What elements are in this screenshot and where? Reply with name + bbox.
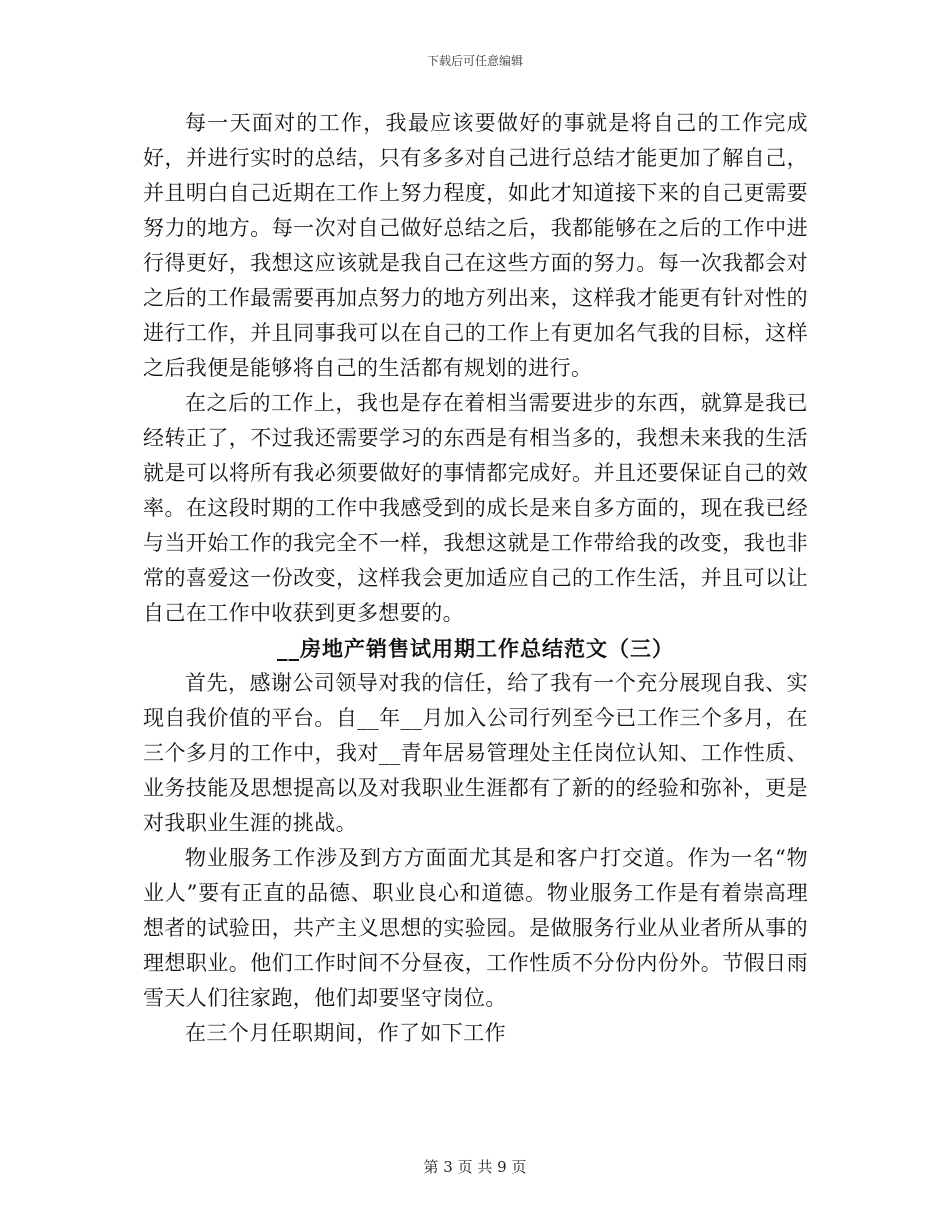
- page-number: 第 3 页 共 9 页: [423, 1158, 527, 1176]
- section-heading: __房地产销售试用期工作总结范文（三）: [277, 636, 674, 661]
- page-header: 下载后可任意编辑: [426, 54, 523, 68]
- paragraph-2: 在之后的工作上，我也是存在着相当需要进步的东西，就算是我已经转正了，不过我还需要学习的东西是有相当多的，我想未来我的生活就是可以将所有我必须要做好的事情都完成好。并且还要保证自己的效率。在这段时期的工作中我感受到的成长是来自多方面的，现在我已经与当开始工作的我完全不一样，我想这就是工作带给我的改变，我也非常的喜爱这一份改变，这样我会更加适应自己的工作生活，并且可以让自己在工作中收获到更多想要的。: [143, 391, 808, 625]
- paragraph-5: 在三个月任职期间，作了如下工作: [185, 1021, 506, 1045]
- paragraph-3: 首先，感谢公司领导对我的信任，给了我有一个充分展现自我、实现自我价值的平台。自__年__月加入公司行列至今已工作三个多月，在三个多月的工作中，我对__青年居易管理处主任岗位认知、工作性质、业务技能及思想提高以及对我职业生涯都有了新的的经验和弥补，更是对我职业生涯的挑战。: [143, 671, 808, 835]
- document-body: [143, 106, 808, 1051]
- paragraph-1: 每一天面对的工作，我最应该要做好的事就是将自己的工作完成好，并进行实时的总结，只有多多对自己进行总结才能更加了解自己，并且明白自己近期在工作上努力程度，如此才知道接下来的自己更需要努力的地方。每一次对自己做好总结之后，我都能够在之后的工作中进行得更好，我想这应该就是我自己在这些方面的努力。每一次我都会对之后的工作最需要再加点努力的地方列出来，这样我才能更有针对性的进行工作，并且同事我可以在自己的工作上有更加名气我的目标，这样之后我便是能够将自己的生活都有规划的进行。: [143, 111, 808, 380]
- paragraph-4: 物业服务工作涉及到方方面面尤其是和客户打交道。作为一名“物业人”要有正直的品德、职业良心和道德。物业服务工作是有着崇高理想者的试验田，共产主义思想的实验园。是做服务行业从业者所从事的理想职业。他们工作时间不分昼夜，工作性质不分份内份外。节假日雨雪天人们往家跑，他们却要坚守岗位。: [143, 846, 808, 1010]
